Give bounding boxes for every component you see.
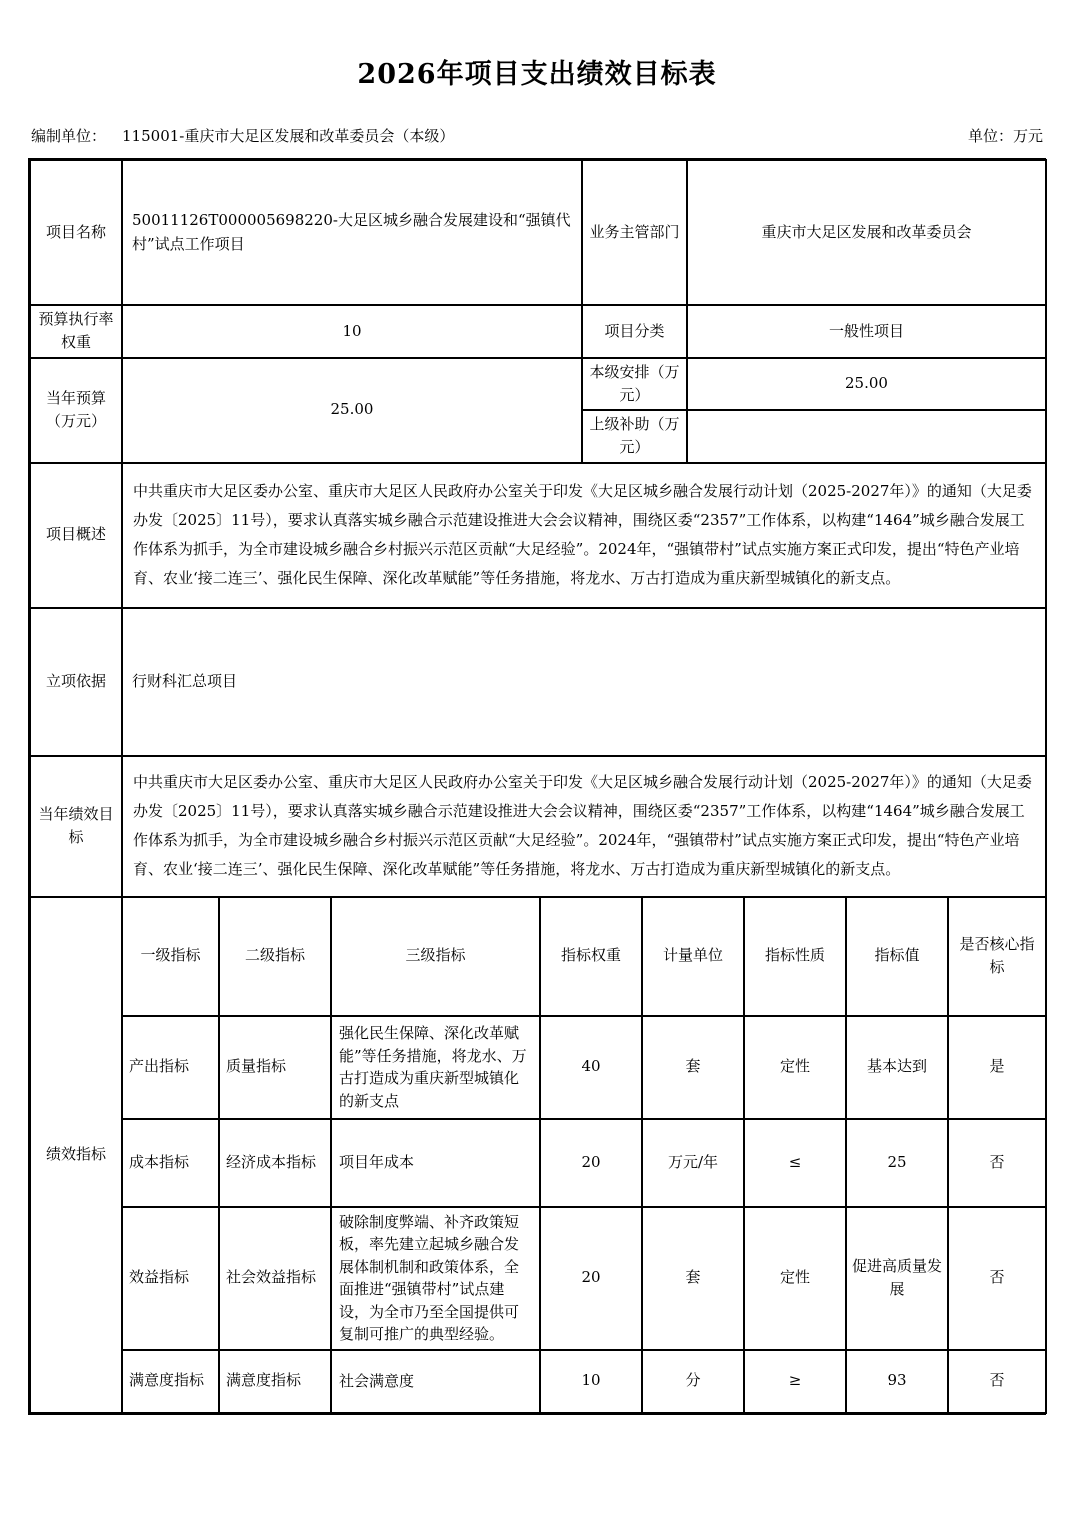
table-row bbox=[30, 1207, 1046, 1350]
goal-value: 中共重庆市大足区委办公室、重庆市大足区人民政府办公室关于印发《大足区城乡融合发展行动计划（2025-2027年）》的通知（大足委办发〔2025〕11号），要求认真落实城乡融合示范建设推进大会会议精神，围绕区委“2357”工作体系，以构建“1464”城乡融合发展工作体系为抓手，为全市建设城乡融合乡村振兴示范区贡献“大足经验”。2024年，“强镇带村”试点实施方案正式印发，提出“特色产业培育、农业‘接二连三’、强化民生保障、深化改革赋能”等任务措施，将龙水、万古打造成为重庆新型城镇化的新支点。 bbox=[122, 756, 1046, 897]
indicator-unit: 套 bbox=[642, 1016, 744, 1119]
basis-value: 行财科汇总项目 bbox=[122, 608, 1046, 756]
local-arrange-label: 本级安排（万元） bbox=[582, 358, 687, 411]
header-unit: 计量单位 bbox=[642, 897, 744, 1016]
dept-label: 业务主管部门 bbox=[582, 160, 687, 305]
table-row bbox=[30, 1350, 1046, 1413]
header-value: 指标值 bbox=[846, 897, 948, 1016]
indicator-core: 否 bbox=[948, 1350, 1046, 1413]
exec-rate-value: 10 bbox=[122, 305, 582, 358]
year-budget-label: 当年预算（万元） bbox=[30, 358, 122, 463]
prepare-unit-value: 115001-重庆市大足区发展和改革委员会（本级） bbox=[122, 127, 455, 145]
indicator-value: 促进高质量发展 bbox=[846, 1207, 948, 1350]
indicator-level2: 满意度指标 bbox=[219, 1350, 331, 1413]
table-row bbox=[30, 1119, 1046, 1207]
indicator-level3: 项目年成本 bbox=[331, 1119, 540, 1207]
indicator-core: 否 bbox=[948, 1119, 1046, 1207]
main-table bbox=[28, 158, 1046, 1415]
indicator-value: 基本达到 bbox=[846, 1016, 948, 1119]
header-level1: 一级指标 bbox=[122, 897, 219, 1016]
indicator-level1: 效益指标 bbox=[122, 1207, 219, 1350]
prepare-unit-label: 编制单位： bbox=[31, 127, 107, 145]
category-label: 项目分类 bbox=[582, 305, 687, 358]
overview-value: 中共重庆市大足区委办公室、重庆市大足区人民政府办公室关于印发《大足区城乡融合发展行动计划（2025-2027年）》的通知（大足委办发〔2025〕11号），要求认真落实城乡融合示范建设推进大会会议精神，围绕区委“2357”工作体系，以构建“1464”城乡融合发展工作体系为抓手，为全市建设城乡融合乡村振兴示范区贡献“大足经验”。2024年，“强镇带村”试点实施方案正式印发，提出“特色产业培育、农业‘接二连三’、强化民生保障、深化改革赋能”等任务措施，将龙水、万古打造成为重庆新型城镇化的新支点。 bbox=[122, 463, 1046, 608]
indicator-nature: 定性 bbox=[744, 1207, 846, 1350]
meta-line bbox=[31, 125, 1043, 146]
goal-label: 当年绩效目标 bbox=[30, 756, 122, 897]
prepare-unit bbox=[31, 125, 454, 146]
table-row bbox=[30, 756, 1046, 897]
indicator-level3: 破除制度弊端、补齐政策短板，率先建立起城乡融合发展体制机制和政策体系，全面推进“强镇带村”试点建设，为全市乃至全国提供可复制可推广的典型经验。 bbox=[331, 1207, 540, 1350]
indicator-level1: 满意度指标 bbox=[122, 1350, 219, 1413]
indicator-weight: 20 bbox=[540, 1119, 642, 1207]
indicator-nature: ≤ bbox=[744, 1119, 846, 1207]
table-row bbox=[30, 358, 1046, 411]
project-name-value: 50011126T000005698220-大足区城乡融合发展建设和“强镇代村”试点工作项目 bbox=[122, 160, 582, 305]
year-budget-value: 25.00 bbox=[122, 358, 582, 463]
basis-label: 立项依据 bbox=[30, 608, 122, 756]
page-title: 2026年项目支出绩效目标表 bbox=[357, 59, 717, 90]
header-core: 是否核心指标 bbox=[948, 897, 1046, 1016]
indicator-core: 是 bbox=[948, 1016, 1046, 1119]
indicator-core: 否 bbox=[948, 1207, 1046, 1350]
header-weight: 指标权重 bbox=[540, 897, 642, 1016]
exec-rate-label: 预算执行率权重 bbox=[30, 305, 122, 358]
table-row bbox=[30, 1016, 1046, 1119]
header-level3: 三级指标 bbox=[331, 897, 540, 1016]
indicators-header-row bbox=[30, 897, 1046, 1016]
indicator-nature: 定性 bbox=[744, 1016, 846, 1119]
unit-note: 单位：万元 bbox=[967, 127, 1043, 145]
indicator-level1: 成本指标 bbox=[122, 1119, 219, 1207]
indicator-weight: 10 bbox=[540, 1350, 642, 1413]
category-value: 一般性项目 bbox=[687, 305, 1046, 358]
indicator-level3: 强化民生保障、深化改革赋能”等任务措施，将龙水、万古打造成为重庆新型城镇化的新支点 bbox=[331, 1016, 540, 1119]
local-arrange-value: 25.00 bbox=[687, 358, 1046, 411]
indicator-level1: 产出指标 bbox=[122, 1016, 219, 1119]
project-info-table bbox=[29, 159, 1047, 898]
project-name-label: 项目名称 bbox=[30, 160, 122, 305]
indicator-unit: 分 bbox=[642, 1350, 744, 1413]
table-row bbox=[30, 463, 1046, 608]
upper-subsidy-value bbox=[687, 410, 1046, 463]
indicator-nature: ≥ bbox=[744, 1350, 846, 1413]
table-row bbox=[30, 305, 1046, 358]
header-nature: 指标性质 bbox=[744, 897, 846, 1016]
indicators-table bbox=[29, 896, 1047, 1414]
table-row bbox=[30, 608, 1046, 756]
upper-subsidy-label: 上级补助（万元） bbox=[582, 410, 687, 463]
indicator-weight: 40 bbox=[540, 1016, 642, 1119]
indicator-value: 25 bbox=[846, 1119, 948, 1207]
indicator-value: 93 bbox=[846, 1350, 948, 1413]
indicator-level2: 经济成本指标 bbox=[219, 1119, 331, 1207]
overview-label: 项目概述 bbox=[30, 463, 122, 608]
dept-value: 重庆市大足区发展和改革委员会 bbox=[687, 160, 1046, 305]
indicator-level3: 社会满意度 bbox=[331, 1350, 540, 1413]
table-row bbox=[30, 160, 1046, 305]
header-level2: 二级指标 bbox=[219, 897, 331, 1016]
indicator-weight: 20 bbox=[540, 1207, 642, 1350]
indicator-level2: 社会效益指标 bbox=[219, 1207, 331, 1350]
indicator-unit: 万元/年 bbox=[642, 1119, 744, 1207]
indicator-unit: 套 bbox=[642, 1207, 744, 1350]
indicator-level2: 质量指标 bbox=[219, 1016, 331, 1119]
indicators-section-label: 绩效指标 bbox=[30, 897, 122, 1413]
